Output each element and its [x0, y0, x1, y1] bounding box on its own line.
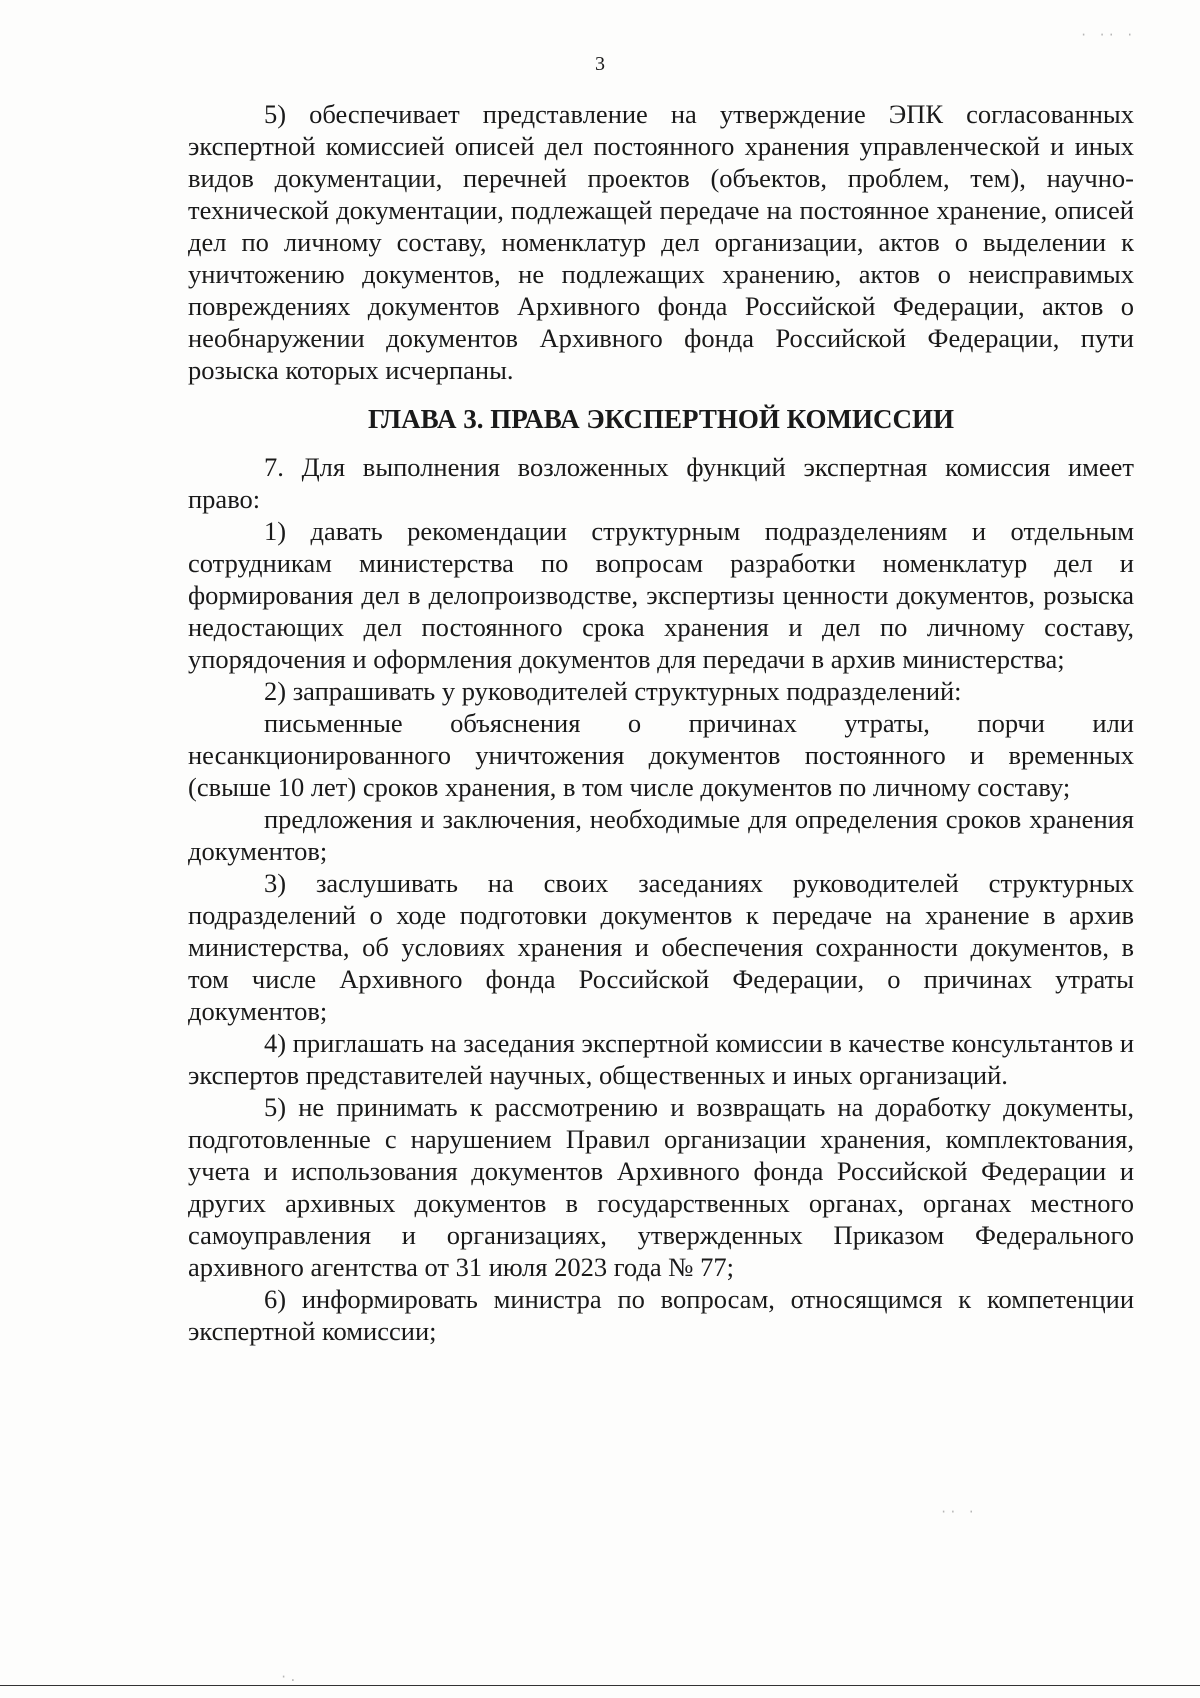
- paragraph-clause-7: 7. Для выполнения возложенных функций экспертная комиссия имеет право:: [188, 452, 1134, 514]
- paragraph-right-5: 5) не принимать к рассмотрению и возвращать на доработку документы, подготовленные с нарушением Правил организации хранения, комплектования, учета и использования документов Архивного фонда Российской Федерации и других архивных документов в государственных органах, органах местного самоуправления и организациях, утвержденных Приказом Федерального архивного агентства от 31 июля 2023 года № 77;: [188, 1092, 1134, 1282]
- page-number: 3: [595, 53, 605, 75]
- paragraph-right-1: 1) давать рекомендации структурным подразделениям и отдельным сотрудникам министерства по вопросам разработки номенклатур дел и формирования дел в делопроизводстве, экспертизы ценности документов, розыска недостающих дел постоянного срока хранения и дел по личному составу, упорядочения и оформления документов для передачи в архив министерства;: [188, 516, 1134, 674]
- paragraph-right-2-proposals: предложения и заключения, необходимые для определения сроков хранения документов;: [188, 804, 1134, 866]
- scan-noise-mid-right: ·· ·: [940, 1505, 977, 1519]
- scan-noise-bottom-left: ·.: [280, 1670, 299, 1684]
- paragraph-right-2: 2) запрашивать у руководителей структурных подразделений:: [264, 676, 962, 706]
- document-body: [188, 98, 1134, 1347]
- chapter-heading: ГЛАВА 3. ПРАВА ЭКСПЕРТНОЙ КОМИССИИ: [367, 404, 955, 434]
- paragraph-item-5-functions: 5) обеспечивает представление на утверждение ЭПК согласованных экспертной комиссией описей дел постоянного хранения управленческой и иных видов документации, перечней проектов (объектов, проблем, тем), научно-технической документации, подлежащей передаче на постоянное хранение, описей дел по личному составу, номенклатур дел организации, актов о выделении к уничтожению документов, не подлежащих хранению, актов о неисправимых повреждениях документов Архивного фонда Российской Федерации, актов о необнаружении документов Архивного фонда Российской Федерации, пути розыска которых исчерпаны.: [188, 99, 1134, 385]
- paragraph-right-2-explanations: письменные объяснения о причинах утраты, порчи или несанкционированного уничтожения документов постоянного и временных (свыше 10 лет) сроков хранения, в том числе документов по личному составу;: [188, 708, 1134, 802]
- paragraph-right-4: 4) приглашать на заседания экспертной комиссии в качестве консультантов и экспертов представителей научных, общественных и иных организаций.: [188, 1028, 1134, 1090]
- paragraph-right-6: 6) информировать министра по вопросам, относящимся к компетенции экспертной комиссии;: [188, 1284, 1134, 1346]
- page-bottom-edge-line: [0, 1685, 1200, 1686]
- paragraph-right-3: 3) заслушивать на своих заседаниях руководителей структурных подразделений о ходе подготовки документов к передаче на хранение в архив министерства, об условиях хранения и обеспечения сохранности документов, в том числе Архивного фонда Российской Федерации, о причинах утраты документов;: [188, 868, 1134, 1026]
- scan-noise-top-right: · ·· ·: [1080, 28, 1136, 42]
